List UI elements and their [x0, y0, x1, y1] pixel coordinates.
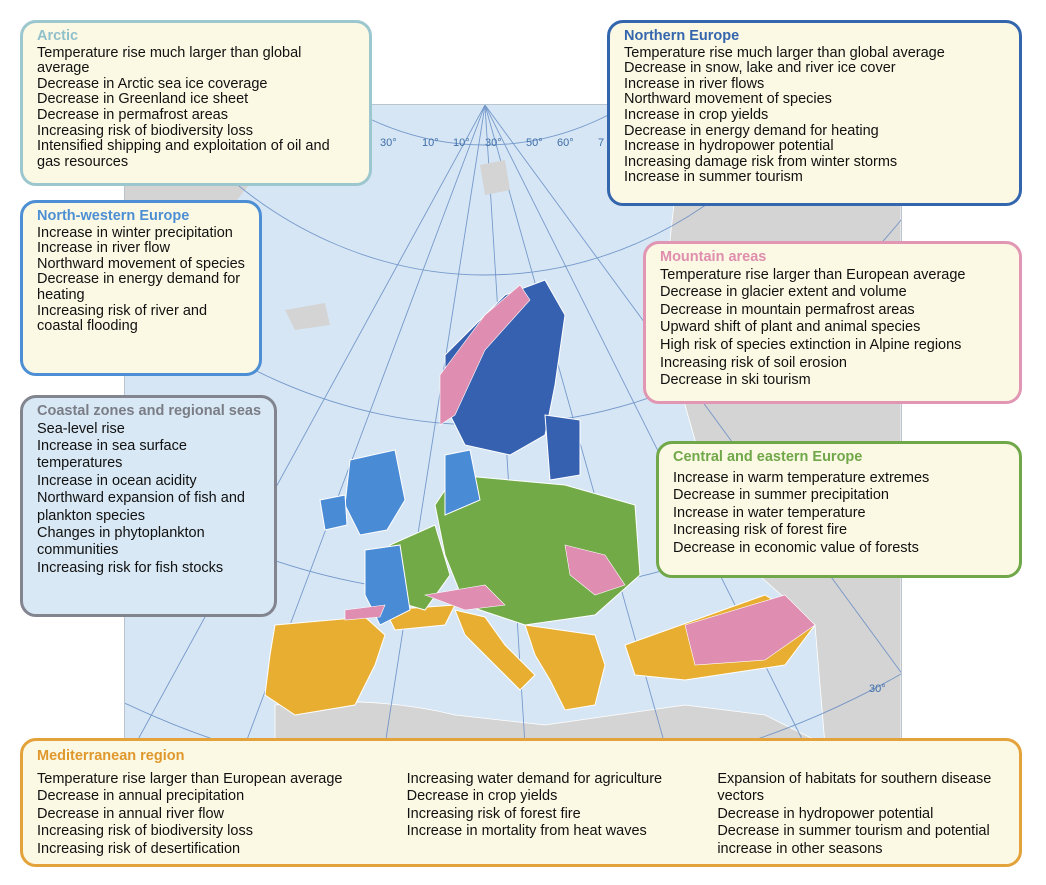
- coastal-zones-box: [20, 395, 277, 617]
- coastal-zones-title: Coastal zones and regional seas: [37, 403, 262, 419]
- list-item: Northward expansion of fish and plankton species: [37, 490, 245, 524]
- list-item: Increase in warm temperature extremes: [673, 469, 930, 486]
- list-item: Decrease in Greenland ice sheet: [37, 91, 249, 108]
- list-item: Decrease in summer precipitation: [673, 487, 889, 504]
- list-item: Changes in phytoplankton communities: [37, 525, 205, 559]
- north-western-europe-list: [37, 226, 247, 335]
- region-ireland: [320, 495, 347, 530]
- central-eastern-europe-title: Central and eastern Europe: [673, 449, 863, 465]
- mediterranean-list-col3: [717, 771, 1007, 859]
- mountain-areas-title: Mountain areas: [660, 249, 767, 265]
- mediterranean-list-col1: [37, 771, 407, 859]
- list-item: Decrease in crop yields: [406, 788, 558, 805]
- central-eastern-europe-list: [673, 470, 1007, 558]
- graticule-label: 30°: [485, 137, 502, 149]
- land-iceland: [285, 303, 330, 330]
- list-item: Increase in river flows: [624, 75, 765, 92]
- list-item: Increasing damage risk from winter storms: [624, 153, 898, 170]
- list-item: Decrease in hydropower potential: [717, 805, 934, 822]
- region-baltics: [545, 415, 580, 480]
- north-western-europe-title: North-western Europe: [37, 208, 190, 224]
- mediterranean-title: Mediterranean region: [37, 748, 185, 764]
- mediterranean-columns: [37, 771, 1007, 859]
- list-item: Intensified shipping and exploitation of oil and gas resources: [37, 138, 330, 170]
- list-item: High risk of species extinction in Alpine regions: [660, 336, 962, 353]
- list-item: Decrease in annual river flow: [37, 805, 224, 822]
- list-item: Decrease in energy demand for heating: [37, 271, 241, 303]
- graticule-label: 30°: [380, 137, 397, 149]
- northern-europe-title: Northern Europe: [624, 28, 740, 44]
- list-item: Decrease in ski tourism: [660, 372, 811, 389]
- list-item: Increasing risk of biodiversity loss: [37, 122, 253, 139]
- graticule-label: 10°: [453, 137, 470, 149]
- list-item: Increasing risk of desertification: [37, 840, 241, 857]
- list-item: Increase in crop yields: [624, 106, 769, 123]
- list-item: Temperature rise much larger than global average: [37, 44, 302, 77]
- list-item: Increasing water demand for agriculture: [406, 770, 663, 787]
- graticule-label: 60°: [557, 137, 574, 149]
- arctic-list: [37, 46, 357, 171]
- list-item: Increase in hydropower potential: [624, 138, 834, 155]
- list-item: Decrease in economic value of forests: [673, 539, 919, 556]
- list-item: Decrease in permafrost areas: [37, 106, 228, 123]
- list-item: Increasing risk of river and coastal flooding: [37, 302, 208, 335]
- list-item: Temperature rise larger than European average: [37, 770, 343, 787]
- list-item: Decrease in mountain permafrost areas: [660, 301, 915, 318]
- graticule-label: 10°: [422, 137, 439, 149]
- list-item: Northward movement of species: [624, 91, 832, 108]
- list-item: Decrease in snow, lake and river ice cover: [624, 60, 896, 77]
- list-item: Decrease in Arctic sea ice coverage: [37, 75, 268, 92]
- list-item: Increase in river flow: [37, 240, 170, 257]
- list-item: Increasing risk of forest fire: [673, 522, 848, 539]
- list-item: Temperature rise much larger than global average: [624, 44, 945, 61]
- list-item: Increasing risk of forest fire: [406, 805, 581, 822]
- list-item: Increasing risk of biodiversity loss: [37, 823, 253, 840]
- northern-europe-list: [624, 46, 1007, 186]
- graticule-label: 50°: [526, 137, 543, 149]
- mediterranean-list-col2: [407, 771, 718, 859]
- mountain-areas-box: [643, 241, 1022, 404]
- list-item: Increase in mortality from heat waves: [406, 823, 647, 840]
- list-item: Decrease in summer tourism and potential increase in other seasons: [717, 823, 990, 857]
- list-item: Decrease in annual precipitation: [37, 788, 245, 805]
- arctic-title: Arctic: [37, 28, 79, 44]
- land-svalbard: [480, 160, 510, 195]
- list-item: Increasing risk of soil erosion: [660, 354, 847, 371]
- northern-europe-box: [607, 20, 1022, 206]
- mediterranean-box: [20, 738, 1022, 867]
- north-western-europe-box: [20, 200, 262, 376]
- list-item: Sea-level rise: [37, 420, 125, 437]
- list-item: Decrease in energy demand for heating: [624, 122, 879, 139]
- list-item: Expansion of habitats for southern disease vectors: [717, 770, 992, 805]
- list-item: Northward movement of species: [37, 255, 245, 272]
- list-item: Upward shift of plant and animal species: [660, 319, 921, 336]
- region-uk: [345, 450, 405, 535]
- list-item: Increase in winter precipitation: [37, 224, 233, 241]
- list-item: Increase in sea surface temperatures: [37, 438, 187, 472]
- arctic-box: [20, 20, 372, 186]
- graticule-label: 30°: [869, 683, 886, 695]
- coastal-zones-list: [37, 421, 262, 578]
- list-item: Increase in summer tourism: [624, 169, 803, 186]
- mountain-areas-list: [660, 267, 1007, 390]
- mountain-anatolia: [685, 595, 815, 665]
- graticule-label: 7: [598, 137, 605, 149]
- list-item: Decrease in glacier extent and volume: [660, 284, 907, 301]
- list-item: Increasing risk for fish stocks: [37, 559, 224, 576]
- region-iberia: [265, 617, 385, 715]
- list-item: Increase in ocean acidity: [37, 472, 197, 489]
- central-eastern-europe-box: [656, 441, 1022, 578]
- region-balkans-greece: [525, 625, 605, 710]
- list-item: Increase in water temperature: [673, 504, 866, 521]
- list-item: Temperature rise larger than European average: [660, 266, 966, 283]
